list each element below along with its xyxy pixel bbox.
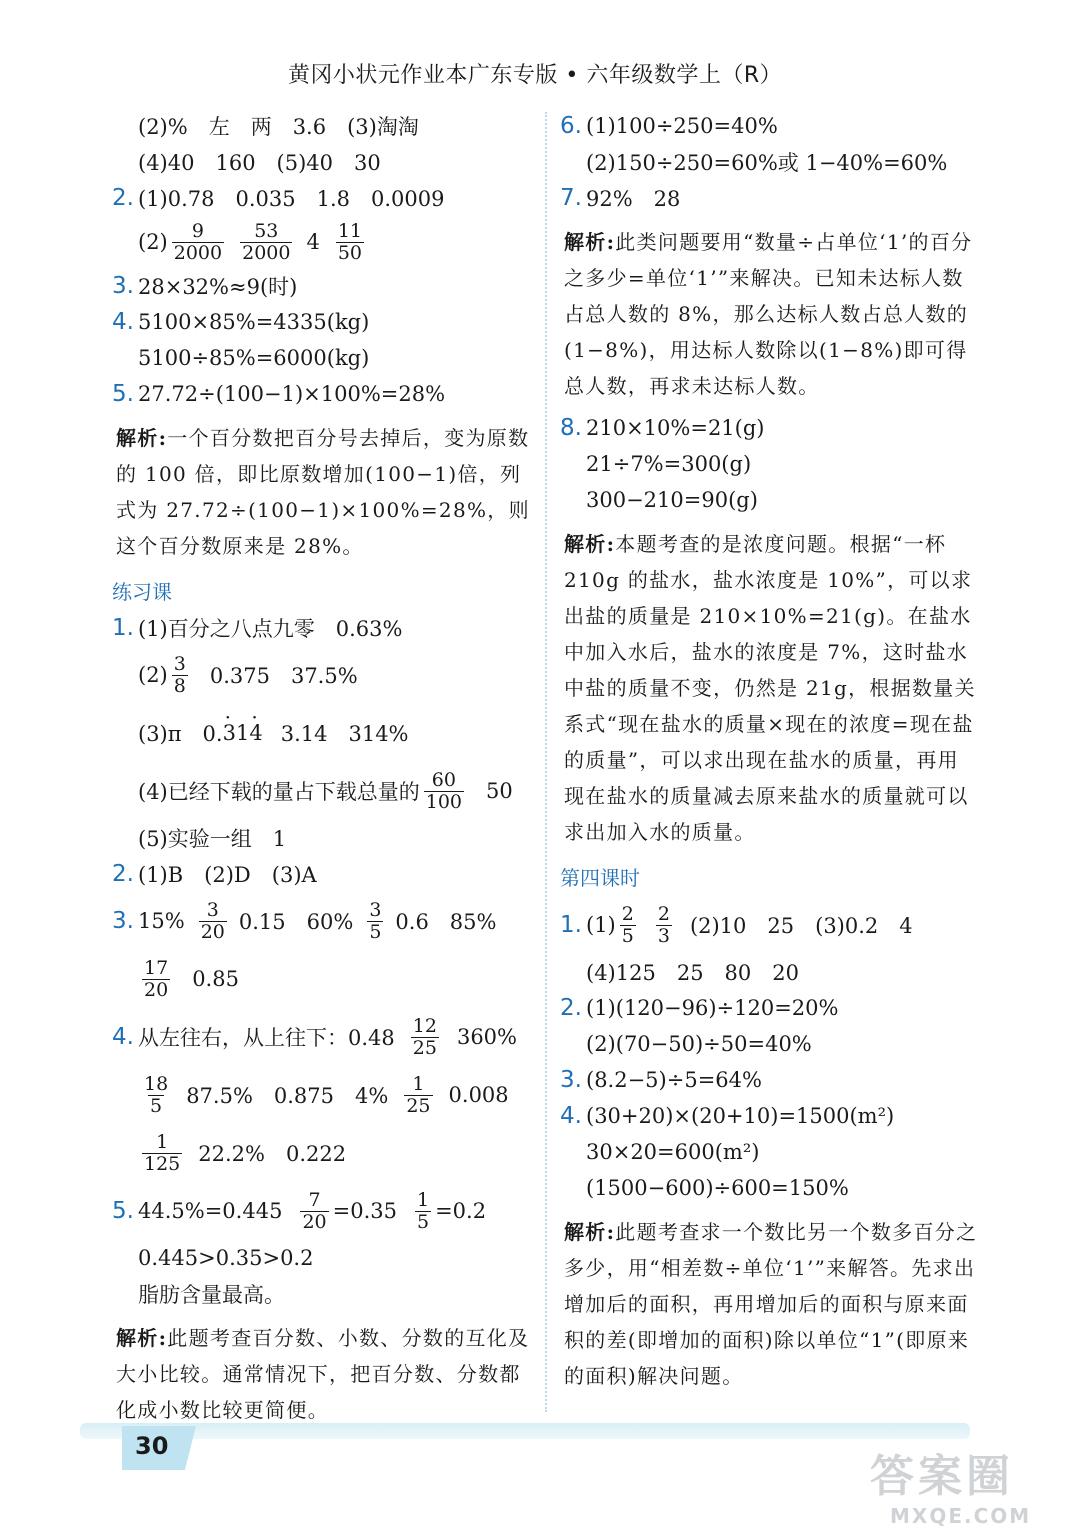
answer-line: (5)实验一组 1 — [138, 827, 287, 851]
question-number: 2. — [112, 861, 134, 887]
question-number: 2. — [112, 185, 134, 211]
fraction: $\frac{1}{25}$ — [406, 1072, 431, 1117]
fraction: $\frac{9}{2000}$ — [173, 219, 223, 264]
answer-line: (2)(70−50)÷50=40% — [586, 1032, 812, 1056]
question-number: 7. — [560, 185, 582, 211]
answer-line: 28×32%≈9(时) — [138, 275, 298, 299]
answer-line: 从左往右，从上往下：0.48 $\frac{12}{25}$ 360% — [138, 1014, 517, 1059]
fraction: $\frac{18}{5}$ — [144, 1072, 169, 1117]
answer-line: (3)π 0. · 3 1 · 4 3.14 314% — [138, 718, 409, 748]
section-title: 第四课时 — [560, 865, 640, 890]
answer-line: 300−210=90(g) — [586, 488, 758, 512]
fraction: $\frac{2}{3}$ — [657, 902, 670, 947]
answer-line: 21÷7%=300(g) — [586, 452, 752, 476]
question-number: 6. — [560, 113, 582, 139]
page-number: 30 — [135, 1432, 169, 1460]
question-number: 3. — [112, 908, 134, 934]
fraction: $\frac{12}{25}$ — [412, 1014, 437, 1059]
fraction: $\frac{7}{20}$ — [302, 1188, 327, 1233]
repeating-digit: · 4 — [249, 721, 262, 745]
answer-line: $\frac{1}{125}$ 22.2% 0.222 — [144, 1130, 347, 1175]
answer-line: 210×10%=21(g) — [586, 416, 765, 440]
answer-line: (4)125 25 80 20 — [586, 961, 799, 985]
fraction: $\frac{3}{8}$ — [173, 652, 186, 697]
answer-line: 27.72÷(100−1)×100%=28% — [138, 382, 446, 406]
question-number: 8. — [560, 415, 582, 441]
answer-line: 15% $\frac{3}{20}$ 0.15 60% $\frac{3}{5}$ 0.6 85% — [138, 898, 497, 943]
answer-line: (1) $\frac{2}{5}$ $\frac{2}{3}$ (2)10 25 (3)0.2 4 — [586, 902, 913, 947]
answer-line: (8.2−5)÷5=64% — [586, 1068, 762, 1092]
answer-line: (1)(120−96)÷120=20% — [586, 996, 839, 1020]
fraction: $\frac{17}{20}$ — [144, 956, 169, 1001]
question-number: 1. — [112, 615, 134, 641]
question-number: 4. — [112, 1024, 134, 1050]
answer-line: (1)B (2)D (3)A — [138, 863, 317, 887]
footer-band — [80, 1423, 970, 1439]
answer-line: (4)已经下载的量占下载总量的 $\frac{60}{100}$ 50 — [138, 768, 513, 813]
left-column — [112, 108, 532, 1434]
answer-line: (30+20)×(20+10)=1500(m²) — [586, 1104, 895, 1128]
page-header: 黄冈小状元作业本广东专版 • 六年级数学上（R） — [287, 63, 783, 88]
analysis-block: 解析:此题考查百分数、小数、分数的互化及大小比较。通常情况下，把百分数、分数都化成小数比较更简便。 — [116, 1326, 530, 1422]
fraction: $\frac{60}{100}$ — [425, 768, 463, 813]
answer-line: 30×20=600(m²) — [586, 1140, 760, 1164]
answer-line: 92% 28 — [586, 187, 681, 211]
question-number: 5. — [112, 381, 134, 407]
answer-line: (2) $\frac{3}{8}$ 0.375 37.5% — [138, 652, 358, 697]
section-title: 练习课 — [112, 579, 172, 604]
answer-line: (1)百分之八点九零 0.63% — [138, 617, 403, 641]
question-number: 1. — [560, 912, 582, 938]
analysis-block: 解析:此题考查求一个数比另一个数多百分之多少，用“相差数÷单位‘1’”来解答。先求出增加后的面积，再用增加后的面积与原来面积的差(即增加的面积)除以单位“1”(即原来的面积)解决问题。 — [564, 1220, 978, 1388]
analysis-block: 解析:此类问题要用“数量÷占单位‘1’的百分之多少=单位‘1’”来解决。已知未达标人数占总人数的 8%，那么达标人数占总人数的(1−8%)，用达标人数除以(1−8%)即可得总人数，再求未达标人数。 — [564, 230, 973, 398]
fraction: $\frac{53}{2000}$ — [242, 219, 291, 264]
watermark-logo: 答案圈 MXQE.COM — [870, 1451, 1032, 1528]
answer-line: (1)0.78 0.035 1.8 0.0009 — [138, 187, 445, 211]
answer-line: (4)40 160 (5)40 30 — [138, 151, 381, 175]
question-number: 4. — [560, 1103, 582, 1129]
answer-line: (1500−600)÷600=150% — [586, 1176, 849, 1200]
question-number: 2. — [560, 995, 582, 1021]
answer-line: 5100÷85%=6000(kg) — [138, 346, 370, 370]
fraction: $\frac{1}{125}$ — [144, 1130, 181, 1175]
fraction: $\frac{3}{5}$ — [369, 898, 382, 943]
answer-line: (2) $\frac{9}{2000}$ $\frac{53}{2000}$ 4 $\frac{11}{50}$ — [138, 219, 363, 264]
answer-line: 5100×85%=4335(kg) — [138, 310, 370, 334]
answer-line: $\frac{17}{20}$ 0.85 — [144, 956, 239, 1001]
fraction: $\frac{2}{5}$ — [621, 902, 634, 947]
answer-line: 脂肪含量最高。 — [138, 1283, 285, 1307]
answer-line: (2)% 左 两 3.6 (3)淘淘 — [138, 115, 419, 139]
answer-line: (1)100÷250=40% — [586, 114, 778, 138]
question-number: 3. — [560, 1067, 582, 1093]
answer-line: $\frac{18}{5}$ 87.5% 0.875 4% $\frac{1}{25}$ 0.008 — [144, 1072, 509, 1117]
answer-line: (2)150÷250=60%或 1−40%=60% — [586, 151, 948, 175]
question-number: 3. — [112, 273, 134, 299]
analysis-block: 解析:本题考查的是浓度问题。根据“一杯 210g 的盐水，盐水浓度是 10%”，可以求出盐的质量是 210×10%=21(g)。在盐水中加入水后，盐水的浓度是 7%，这时盐水中盐的质量不变，仍然是 21g，根据数量关系式“现在盐水的质量×现在的浓度=现在盐的质量”，可以求出现在盐水的质量，再用现在盐水的质量减去原来盐水的质量就可以求出加入水的质量。 — [564, 532, 976, 844]
column-divider — [545, 112, 547, 1412]
question-number: 5. — [112, 1198, 134, 1224]
right-column — [560, 108, 980, 1400]
answer-line: 0.445>0.35>0.2 — [138, 1246, 314, 1270]
repeating-digit: · 3 — [223, 721, 236, 745]
answer-line: 44.5%=0.445 $\frac{7}{20}$ =0.35 $\frac{1}{5}$ =0.2 — [138, 1188, 487, 1233]
question-number: 4. — [112, 309, 134, 335]
fraction: $\frac{11}{50}$ — [337, 219, 363, 264]
analysis-block: 解析:一个百分数把百分号去掉后，变为原数的 100 倍，即比原数增加(100−1)倍，列式为 27.72÷(100−1)×100%=28%，则这个百分数原来是 28%。 — [116, 426, 530, 558]
fraction: $\frac{1}{5}$ — [416, 1188, 430, 1233]
fraction: $\frac{3}{20}$ — [200, 898, 225, 943]
